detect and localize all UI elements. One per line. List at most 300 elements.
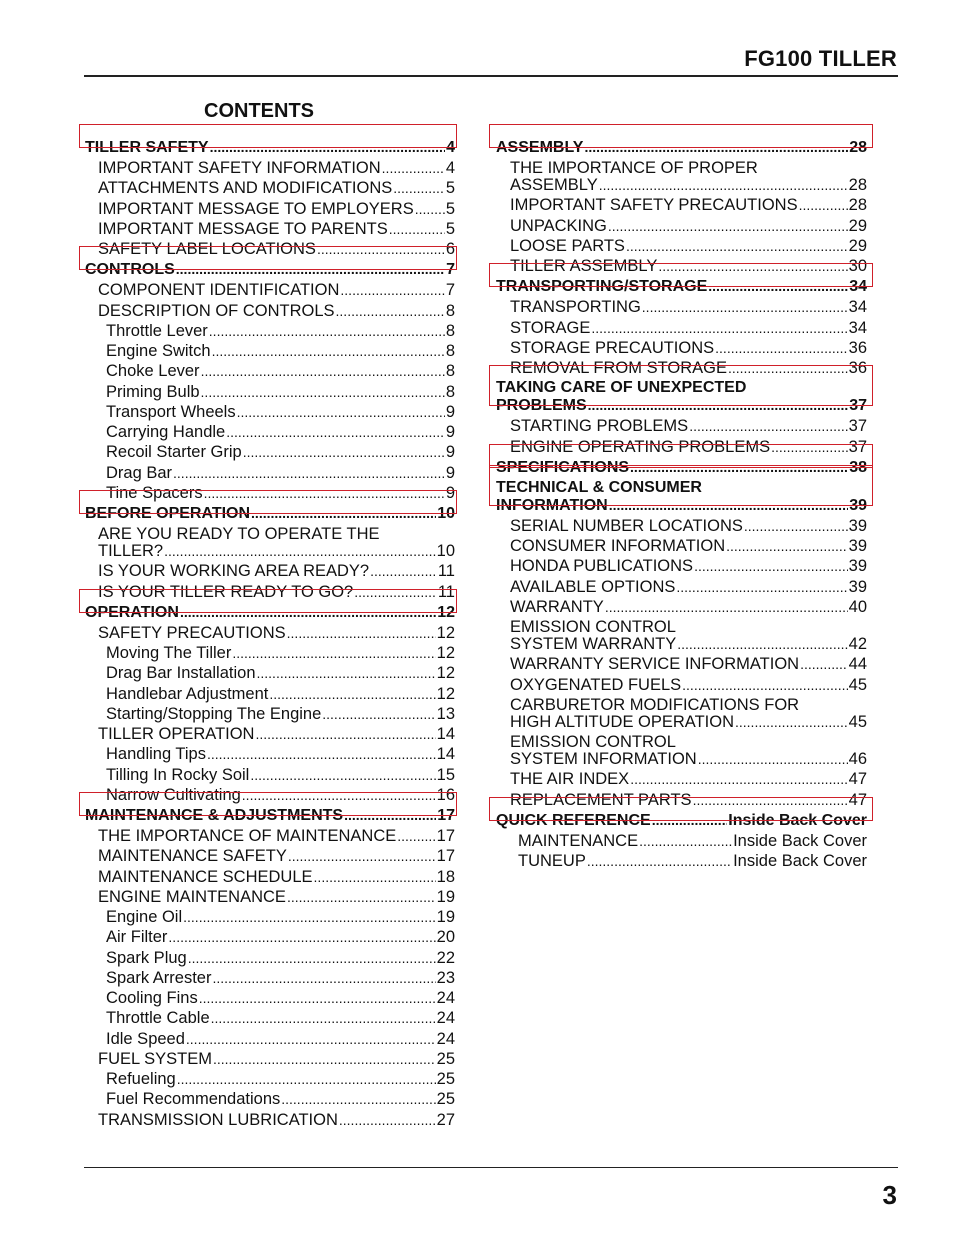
dot-leader bbox=[591, 318, 847, 338]
section-highlight-box bbox=[489, 365, 873, 406]
toc-entry-label: Moving The Tiller bbox=[106, 644, 232, 662]
dot-leader bbox=[287, 623, 436, 643]
toc-entry-transporting[interactable] bbox=[510, 297, 867, 317]
toc-entry-page: 4 bbox=[445, 159, 455, 177]
toc-entry-label: IMPORTANT MESSAGE TO EMPLOYERS bbox=[98, 199, 414, 218]
toc-entry-the-importance-of-maintenance[interactable] bbox=[98, 826, 455, 846]
toc-entry-page: 34 bbox=[848, 298, 867, 317]
dot-leader bbox=[257, 663, 436, 683]
dot-leader bbox=[255, 724, 435, 744]
toc-entry-page: 34 bbox=[849, 278, 867, 296]
dot-leader bbox=[587, 851, 732, 871]
dot-leader bbox=[415, 199, 445, 219]
toc-entry-label: MAINTENANCE & ADJUSTMENTS bbox=[85, 807, 344, 824]
toc-entry-maintenance-safety[interactable] bbox=[98, 846, 455, 866]
dot-leader bbox=[199, 988, 436, 1008]
toc-entry-label: TILLER SAFETY bbox=[85, 139, 209, 156]
toc-entry-tiller-operation[interactable] bbox=[98, 724, 455, 744]
dot-leader bbox=[232, 643, 435, 663]
toc-entry-handlebar-adjustment[interactable] bbox=[106, 684, 455, 704]
toc-entry-page: 39 bbox=[849, 496, 867, 514]
toc-entry-serial-number-locations[interactable] bbox=[510, 516, 867, 536]
toc-entry-handling-tips[interactable] bbox=[106, 744, 455, 764]
toc-entry-page: 39 bbox=[848, 516, 867, 535]
toc-entry-page: 8 bbox=[445, 382, 455, 401]
toc-entry-page: 17 bbox=[437, 807, 455, 824]
toc-entry-page: 47 bbox=[848, 770, 867, 789]
toc-entry-page: 12 bbox=[437, 603, 455, 621]
toc-entry-page: 9 bbox=[445, 443, 455, 462]
toc-entry-choke-lever[interactable] bbox=[106, 361, 455, 381]
toc-entry-the-importance-of-proper-line1: THE IMPORTANCE OF PROPER bbox=[510, 159, 758, 177]
dot-leader bbox=[682, 675, 847, 695]
toc-entry-label: SERIAL NUMBER LOCATIONS bbox=[510, 516, 743, 535]
dot-leader bbox=[322, 704, 435, 724]
toc-entry-label: Starting/Stopping The Engine bbox=[106, 704, 322, 723]
toc-entry-page: 38 bbox=[849, 458, 867, 476]
dot-leader bbox=[209, 321, 445, 341]
section-highlight-box bbox=[489, 797, 873, 821]
toc-entry-page: 40 bbox=[848, 597, 867, 616]
toc-entry-page: 10 bbox=[436, 542, 455, 560]
toc-entry-system-information[interactable] bbox=[510, 749, 867, 769]
toc-entry-label: TUNEUP bbox=[518, 852, 586, 870]
toc-entry-page: 11 bbox=[437, 582, 455, 601]
dot-leader bbox=[382, 158, 445, 178]
toc-entry-page: 8 bbox=[445, 321, 455, 340]
toc-entry-page: 46 bbox=[848, 750, 867, 768]
toc-entry-label: HONDA PUBLICATIONS bbox=[510, 557, 694, 576]
toc-entry-page: 7 bbox=[445, 281, 455, 300]
toc-entry-page: 30 bbox=[848, 257, 867, 275]
dot-leader bbox=[715, 338, 847, 358]
toc-entry-page: 11 bbox=[437, 562, 455, 581]
dot-leader bbox=[676, 577, 847, 597]
toc-entry-page: 10 bbox=[437, 505, 455, 522]
toc-entry-page: 5 bbox=[445, 179, 455, 198]
toc-entry-tuneup[interactable] bbox=[518, 851, 867, 871]
toc-entry-engine-oil[interactable] bbox=[106, 907, 455, 927]
toc-entry-page: 19 bbox=[436, 887, 455, 906]
toc-entry-drag-bar[interactable] bbox=[106, 463, 455, 483]
toc-entry-label: THE AIR INDEX bbox=[510, 770, 630, 789]
toc-entry-label: Handlebar Adjustment bbox=[106, 684, 269, 703]
toc-entry-page: 9 bbox=[445, 463, 455, 482]
toc-entry-label: Transport Wheels bbox=[106, 402, 236, 421]
dot-leader bbox=[608, 216, 848, 236]
dot-leader bbox=[188, 948, 436, 968]
toc-entry-label: DESCRIPTION OF CONTROLS bbox=[98, 301, 335, 320]
toc-entry-label: Throttle Lever bbox=[106, 321, 208, 340]
toc-entry-page: 15 bbox=[436, 765, 455, 784]
toc-entry-page: 39 bbox=[848, 577, 867, 596]
toc-entry-page: 8 bbox=[445, 342, 455, 360]
toc-entry-page: 25 bbox=[436, 1049, 455, 1068]
toc-entry-page: 19 bbox=[436, 908, 455, 926]
toc-entry-label: CONSUMER INFORMATION bbox=[510, 537, 726, 555]
toc-entry-page: 9 bbox=[445, 402, 455, 421]
toc-entry-label: QUICK REFERENCE bbox=[496, 811, 651, 829]
toc-entry-label: Drag Bar bbox=[106, 463, 173, 482]
toc-entry-throttle-lever[interactable] bbox=[106, 321, 455, 341]
dot-leader bbox=[677, 634, 847, 654]
toc-entry-important-message-to-employers[interactable] bbox=[98, 199, 455, 219]
toc-entry-label: WARRANTY SERVICE INFORMATION bbox=[510, 655, 800, 674]
toc-entry-page: 44 bbox=[848, 655, 867, 674]
dot-leader bbox=[389, 219, 445, 239]
toc-entry-label: AVAILABLE OPTIONS bbox=[510, 577, 676, 596]
toc-entry-label: CONTROLS bbox=[85, 261, 175, 279]
toc-entry-page: 12 bbox=[436, 664, 455, 683]
toc-entry-label: IS YOUR WORKING AREA READY? bbox=[98, 562, 370, 581]
dot-leader bbox=[800, 654, 848, 674]
toc-entry-drag-bar-installation[interactable] bbox=[106, 663, 455, 683]
toc-entry-page: 14 bbox=[436, 745, 455, 764]
toc-entry-available-options[interactable] bbox=[510, 577, 867, 597]
toc-entry-label: THE IMPORTANCE OF MAINTENANCE bbox=[98, 827, 397, 845]
section-highlight-box bbox=[79, 124, 457, 148]
dot-leader bbox=[207, 744, 436, 764]
toc-entry-label: Air Filter bbox=[106, 928, 168, 947]
dot-leader bbox=[698, 749, 848, 769]
dot-leader bbox=[212, 341, 445, 361]
toc-entry-fuel-system[interactable] bbox=[98, 1049, 455, 1069]
toc-entry-label: ATTACHMENTS AND MODIFICATIONS bbox=[98, 179, 393, 198]
toc-entry-label: Spark Plug bbox=[106, 948, 187, 967]
toc-entry-label: SAFETY LABEL LOCATIONS bbox=[98, 240, 316, 258]
toc-entry-page: 17 bbox=[436, 847, 455, 866]
toc-entry-label: TRANSMISSION LUBRICATION bbox=[98, 1110, 338, 1129]
toc-entry-label: IMPORTANT SAFETY PRECAUTIONS bbox=[510, 196, 798, 215]
toc-entry-label: Recoil Starter Grip bbox=[106, 443, 242, 462]
toc-entry-label: Tine Spacers bbox=[106, 483, 203, 502]
toc-entry-technical-consumer-line1: TECHNICAL & CONSUMER bbox=[496, 478, 702, 496]
dot-leader bbox=[177, 1069, 436, 1089]
toc-entry-label: Throttle Cable bbox=[106, 1009, 210, 1028]
toc-entry-label: TRANSPORTING bbox=[510, 298, 641, 317]
section-highlight-box bbox=[79, 246, 457, 270]
dot-leader bbox=[173, 463, 445, 483]
toc-entry-priming-bulb[interactable] bbox=[106, 382, 455, 402]
dot-leader bbox=[726, 536, 848, 556]
toc-entry-cooling-fins[interactable] bbox=[106, 988, 455, 1008]
toc-entry-warranty-service-information[interactable] bbox=[510, 654, 867, 674]
toc-entry-unpacking[interactable] bbox=[510, 216, 867, 236]
dot-leader bbox=[599, 175, 848, 195]
toc-entry-page: Inside Back Cover bbox=[733, 831, 867, 850]
toc-entry-page: 36 bbox=[848, 338, 867, 357]
dot-leader bbox=[281, 1089, 435, 1109]
toc-entry-page: 24 bbox=[436, 1009, 455, 1028]
dot-leader bbox=[269, 684, 435, 704]
toc-entry-label: IS YOUR TILLER READY TO GO? bbox=[98, 582, 354, 601]
toc-entry-spark-plug[interactable] bbox=[106, 948, 455, 968]
dot-leader bbox=[287, 887, 436, 907]
section-highlight-box bbox=[79, 589, 457, 613]
toc-entry-carburetor-modifications-for-line1: CARBURETOR MODIFICATIONS FOR bbox=[510, 695, 800, 714]
toc-entry-page: 17 bbox=[436, 827, 455, 845]
toc-entry-label: Engine Switch bbox=[106, 342, 211, 360]
toc-entry-label: OXYGENATED FUELS bbox=[510, 675, 682, 694]
dot-leader bbox=[339, 1110, 436, 1130]
toc-entry-starting-stopping-the-engine[interactable] bbox=[106, 704, 455, 724]
toc-entry-high-altitude-operation[interactable] bbox=[510, 712, 867, 732]
dot-leader bbox=[211, 1008, 436, 1028]
toc-entry-tiller[interactable] bbox=[98, 541, 455, 561]
dot-leader bbox=[288, 846, 436, 866]
toc-entry-page: 45 bbox=[848, 712, 867, 731]
toc-entry-label: SAFETY PRECAUTIONS bbox=[98, 623, 286, 642]
toc-entry-page: 29 bbox=[848, 216, 867, 235]
toc-entry-label: OPERATION bbox=[85, 603, 179, 621]
toc-entry-page: 39 bbox=[848, 557, 867, 576]
toc-entry-page: 8 bbox=[445, 301, 455, 320]
toc-entry-page: 22 bbox=[436, 948, 455, 967]
toc-entry-page: 29 bbox=[848, 236, 867, 255]
toc-entry-maintenance[interactable] bbox=[518, 831, 867, 851]
toc-entry-page: 24 bbox=[436, 1029, 455, 1048]
toc-entry-label: ASSEMBLY bbox=[496, 139, 584, 156]
dot-leader bbox=[642, 297, 848, 317]
toc-entry-page: 28 bbox=[849, 139, 867, 156]
toc-entry-moving-the-tiller[interactable] bbox=[106, 643, 455, 663]
section-highlight-box bbox=[79, 490, 457, 514]
toc-entry-label: WARRANTY bbox=[510, 597, 604, 616]
toc-entry-page: 4 bbox=[446, 139, 455, 156]
toc-entry-component-identification[interactable] bbox=[98, 280, 455, 300]
toc-entry-label: Spark Arrester bbox=[106, 968, 212, 987]
dot-leader bbox=[164, 541, 436, 561]
toc-entry-page: 6 bbox=[445, 240, 455, 258]
toc-entry-label: SPECIFICATIONS bbox=[496, 458, 630, 476]
toc-entry-label: COMPONENT IDENTIFICATION bbox=[98, 281, 340, 300]
toc-entry-transmission-lubrication[interactable] bbox=[98, 1110, 455, 1130]
dot-leader bbox=[237, 402, 445, 422]
toc-entry-label: TILLER ASSEMBLY bbox=[510, 257, 658, 275]
toc-entry-page: 12 bbox=[436, 623, 455, 642]
toc-entry-label: ENGINE OPERATING PROBLEMS bbox=[510, 437, 771, 456]
toc-entry-label: SYSTEM WARRANTY bbox=[510, 635, 677, 653]
toc-entry-is-your-working-area-ready[interactable] bbox=[98, 561, 455, 581]
toc-entry-oxygenated-fuels[interactable] bbox=[510, 675, 867, 695]
page-number: 3 bbox=[882, 1180, 897, 1210]
toc-entry-label: IMPORTANT SAFETY INFORMATION bbox=[98, 159, 381, 177]
toc-entry-page: 13 bbox=[436, 704, 455, 723]
section-highlight-box bbox=[489, 124, 873, 148]
toc-entry-label: PROBLEMS bbox=[496, 397, 587, 415]
section-highlight-box bbox=[489, 263, 873, 287]
dot-leader bbox=[370, 561, 437, 581]
toc-entry-label: Choke Lever bbox=[106, 362, 200, 381]
toc-entry-page: 42 bbox=[848, 635, 867, 653]
toc-entry-starting-problems[interactable] bbox=[510, 416, 867, 436]
toc-entry-carrying-handle[interactable] bbox=[106, 422, 455, 442]
header-rule bbox=[84, 75, 898, 77]
toc-entry-page: 14 bbox=[436, 725, 455, 743]
toc-entry-label: Carrying Handle bbox=[106, 423, 226, 441]
page-header-title: FG100 TILLER bbox=[744, 46, 897, 71]
toc-entry-label: Priming Bulb bbox=[106, 382, 200, 401]
dot-leader bbox=[212, 968, 435, 988]
toc-entry-label: UNPACKING bbox=[510, 216, 607, 235]
toc-entry-page: 37 bbox=[848, 437, 867, 456]
toc-entry-the-air-index[interactable] bbox=[510, 769, 867, 789]
dot-leader bbox=[639, 831, 732, 851]
toc-entry-page: 9 bbox=[445, 423, 455, 441]
dot-leader bbox=[183, 907, 436, 927]
toc-entry-page: 12 bbox=[436, 644, 455, 662]
dot-leader bbox=[340, 280, 444, 300]
toc-entry-page: 5 bbox=[445, 199, 455, 218]
dot-leader bbox=[605, 597, 848, 617]
toc-entry-maintenance-schedule[interactable] bbox=[98, 867, 455, 887]
toc-entry-page: 27 bbox=[436, 1110, 455, 1129]
dot-leader bbox=[694, 556, 848, 576]
toc-entry-storage-precautions[interactable] bbox=[510, 338, 867, 358]
toc-entry-page: 5 bbox=[445, 219, 455, 238]
toc-entry-refueling[interactable] bbox=[106, 1069, 455, 1089]
toc-entry-page: Inside Back Cover bbox=[728, 811, 867, 829]
toc-entry-page: 34 bbox=[848, 318, 867, 337]
toc-entry-emission-control-line1: EMISSION CONTROL bbox=[510, 733, 676, 751]
dot-leader bbox=[397, 826, 435, 846]
toc-entry-page: 24 bbox=[436, 989, 455, 1007]
toc-entry-page: 47 bbox=[848, 790, 867, 809]
toc-entry-fuel-recommendations[interactable] bbox=[106, 1089, 455, 1109]
toc-entry-taking-care-of-unexpected-line1: TAKING CARE OF UNEXPECTED bbox=[496, 379, 747, 397]
dot-leader bbox=[336, 301, 445, 321]
toc-entry-storage[interactable] bbox=[510, 318, 867, 338]
toc-entry-label: ASSEMBLY bbox=[510, 176, 598, 194]
toc-entry-label: Handling Tips bbox=[106, 745, 206, 764]
section-highlight-box bbox=[79, 792, 457, 816]
toc-entry-consumer-information[interactable] bbox=[510, 536, 867, 556]
section-highlight-box bbox=[489, 465, 873, 506]
toc-entry-label: Drag Bar Installation bbox=[106, 664, 256, 683]
toc-entry-are-you-ready-to-operate-the-line1: ARE YOU READY TO OPERATE THE bbox=[98, 525, 380, 543]
toc-entry-page: 12 bbox=[436, 684, 455, 703]
toc-entry-page: 37 bbox=[848, 417, 867, 436]
footer-rule bbox=[84, 1167, 898, 1168]
toc-entry-page: 20 bbox=[436, 928, 455, 947]
dot-leader bbox=[744, 516, 848, 536]
toc-entry-air-filter[interactable] bbox=[106, 927, 455, 947]
toc-entry-honda-publications[interactable] bbox=[510, 556, 867, 576]
toc-entry-label: SYSTEM INFORMATION bbox=[510, 750, 697, 768]
toc-entry-recoil-starter-grip[interactable] bbox=[106, 442, 455, 462]
toc-entry-tilling-in-rocky-soil[interactable] bbox=[106, 765, 455, 785]
toc-entry-page: 8 bbox=[445, 362, 455, 381]
toc-entry-assembly[interactable] bbox=[510, 175, 867, 195]
toc-entry-label: Cooling Fins bbox=[106, 989, 198, 1007]
toc-entry-throttle-cable[interactable] bbox=[106, 1008, 455, 1028]
toc-entry-label: BEFORE OPERATION bbox=[85, 505, 251, 522]
toc-entry-page: 45 bbox=[848, 675, 867, 694]
toc-entry-page: 18 bbox=[436, 867, 455, 886]
toc-entry-engine-switch[interactable] bbox=[106, 341, 455, 361]
toc-entry-transport-wheels[interactable] bbox=[106, 402, 455, 422]
toc-entry-important-safety-information[interactable] bbox=[98, 158, 455, 178]
toc-entry-label: TRANSPORTING/STORAGE bbox=[496, 278, 708, 296]
dot-leader bbox=[243, 442, 445, 462]
toc-entry-label: ENGINE MAINTENANCE bbox=[98, 887, 286, 906]
toc-entry-loose-parts[interactable] bbox=[510, 236, 867, 256]
dot-leader bbox=[314, 867, 436, 887]
toc-entry-label: LOOSE PARTS bbox=[510, 236, 625, 255]
toc-entry-label: FUEL SYSTEM bbox=[98, 1049, 212, 1068]
toc-entry-page: 25 bbox=[436, 1090, 455, 1109]
toc-entry-label: Tilling In Rocky Soil bbox=[106, 765, 250, 784]
toc-entry-label: MAINTENANCE bbox=[518, 831, 639, 850]
dot-leader bbox=[201, 382, 445, 402]
toc-entry-page: 28 bbox=[848, 196, 867, 215]
toc-entry-label: Refueling bbox=[106, 1070, 176, 1088]
toc-entry-engine-maintenance[interactable] bbox=[98, 887, 455, 907]
dot-leader bbox=[226, 422, 445, 442]
toc-entry-important-safety-precautions[interactable] bbox=[510, 195, 867, 215]
toc-entry-label: REPLACEMENT PARTS bbox=[510, 790, 692, 809]
toc-entry-page: 25 bbox=[436, 1070, 455, 1088]
dot-leader bbox=[168, 927, 435, 947]
toc-entry-page: 28 bbox=[848, 176, 867, 194]
dot-leader bbox=[626, 236, 848, 256]
toc-entry-label: MAINTENANCE SCHEDULE bbox=[98, 867, 313, 886]
dot-leader bbox=[630, 769, 847, 789]
toc-entry-label: Narrow Cultivating bbox=[106, 785, 241, 804]
toc-entry-page: 7 bbox=[446, 261, 455, 279]
toc-entry-spark-arrester[interactable] bbox=[106, 968, 455, 988]
toc-entry-safety-precautions[interactable] bbox=[98, 623, 455, 643]
toc-entry-page: 37 bbox=[849, 397, 867, 415]
toc-entry-label: HIGH ALTITUDE OPERATION bbox=[510, 712, 734, 731]
dot-leader bbox=[735, 712, 848, 732]
toc-entry-label: Fuel Recommendations bbox=[106, 1090, 281, 1109]
toc-entry-system-warranty[interactable] bbox=[510, 634, 867, 654]
toc-entry-page: 36 bbox=[848, 359, 867, 377]
toc-entry-important-message-to-parents[interactable] bbox=[98, 219, 455, 239]
toc-entry-label: STARTING PROBLEMS bbox=[510, 417, 689, 436]
toc-entry-label: STORAGE PRECAUTIONS bbox=[510, 338, 715, 357]
toc-entry-label: TILLER OPERATION bbox=[98, 725, 255, 743]
toc-entry-label: MAINTENANCE SAFETY bbox=[98, 847, 287, 866]
toc-entry-page: 16 bbox=[436, 785, 455, 804]
toc-entry-page: 23 bbox=[436, 968, 455, 987]
toc-entry-page: 39 bbox=[848, 537, 867, 555]
toc-entry-label: STORAGE bbox=[510, 318, 591, 337]
toc-entry-page: 9 bbox=[445, 483, 455, 502]
toc-entry-emission-control-line1: EMISSION CONTROL bbox=[510, 618, 676, 636]
toc-entry-label: REMOVAL FROM STORAGE bbox=[510, 359, 727, 377]
toc-entry-page: Inside Back Cover bbox=[733, 852, 867, 870]
dot-leader bbox=[689, 416, 847, 436]
toc-entry-description-of-controls[interactable] bbox=[98, 301, 455, 321]
dot-leader bbox=[201, 361, 445, 381]
dot-leader bbox=[250, 765, 435, 785]
toc-entry-warranty[interactable] bbox=[510, 597, 867, 617]
dot-leader bbox=[186, 1029, 436, 1049]
dot-leader bbox=[213, 1049, 436, 1069]
dot-leader bbox=[393, 178, 445, 198]
toc-entry-label: IMPORTANT MESSAGE TO PARENTS bbox=[98, 219, 388, 238]
toc-entry-idle-speed[interactable] bbox=[106, 1029, 455, 1049]
toc-entry-label: TILLER? bbox=[98, 542, 164, 560]
contents-heading: CONTENTS bbox=[204, 100, 314, 122]
dot-leader bbox=[799, 195, 848, 215]
toc-entry-label: INFORMATION bbox=[496, 496, 608, 514]
toc-entry-label: Engine Oil bbox=[106, 908, 183, 926]
toc-entry-attachments-and-modifications[interactable] bbox=[98, 178, 455, 198]
toc-entry-label: Idle Speed bbox=[106, 1029, 185, 1048]
